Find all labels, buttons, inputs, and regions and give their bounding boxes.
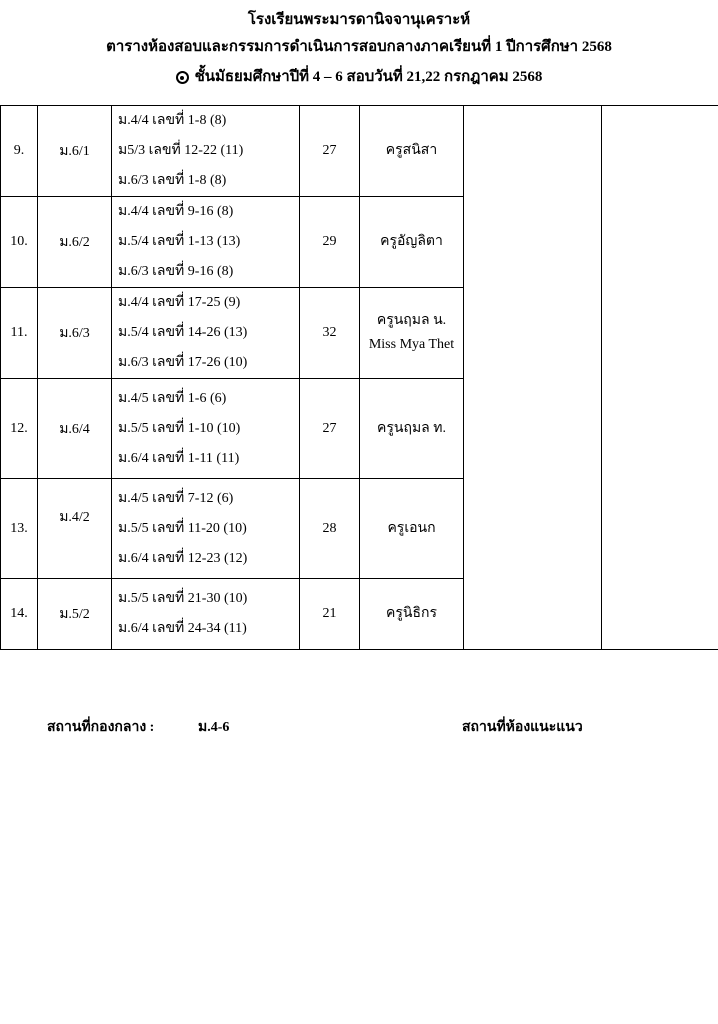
proctor-cell [360, 579, 464, 650]
class-entry: ม.4/4 เลขที่ 1-8 (8) [118, 113, 227, 128]
class-list [112, 106, 300, 197]
class-entry: ม.5/5 เลขที่ 11-20 (10) [118, 520, 247, 536]
proctor-cell [360, 106, 464, 197]
row-number: 12. [1, 379, 38, 479]
exam-room [38, 479, 112, 579]
class-entry: ม.4/4 เลขที่ 9-16 (8) [118, 204, 234, 219]
class-list [112, 197, 300, 288]
exam-room-label: ม.4/2 [59, 509, 90, 525]
class-entry: ม5/3 เลขที่ 12-22 (11) [118, 143, 244, 158]
exam-room-table [0, 105, 718, 650]
class-entry: ม.4/4 เลขที่ 17-25 (9) [118, 295, 241, 310]
blank-column-a [464, 106, 602, 650]
student-count: 28 [300, 479, 360, 579]
blank-column-b [602, 106, 718, 650]
class-list [112, 288, 300, 379]
class-entry: ม.5/5 เลขที่ 1-10 (10) [118, 420, 241, 436]
class-entry: ม.6/4 เลขที่ 1-11 (11) [118, 450, 240, 466]
class-entry: ม.6/4 เลขที่ 24-34 (11) [118, 621, 247, 636]
class-entry: ม.6/3 เลขที่ 17-26 (10) [118, 355, 248, 370]
class-entry: ม.6/3 เลขที่ 1-8 (8) [118, 173, 227, 188]
proctor-name: ครูเอนก [387, 520, 436, 536]
row-number: 13. [1, 479, 38, 579]
proctor-name: ครูสนิสา [385, 143, 438, 158]
proctor-cell [360, 479, 464, 579]
proctor-cell [360, 288, 464, 379]
exam-room: ม.6/2 [38, 197, 112, 288]
student-count: 21 [300, 579, 360, 650]
class-entry: ม.6/3 เลขที่ 9-16 (8) [118, 264, 234, 279]
class-list [112, 379, 300, 479]
school-name: โรงเรียนพระมารดานิจจานุเคราะห์ [247, 12, 471, 28]
class-list [112, 579, 300, 650]
proctor-name: ครูนฤมล น. [376, 313, 447, 328]
student-count: 27 [300, 106, 360, 197]
student-count: 29 [300, 197, 360, 288]
proctor-name: ครูนฤมล ท. [377, 420, 446, 436]
class-list [112, 479, 300, 579]
center-location-value: ม.4-6 [198, 720, 230, 735]
center-location-label: สถานที่กองกลาง : [47, 720, 155, 735]
proctor-name: ครูนิธิกร [386, 606, 437, 621]
student-count: 27 [300, 379, 360, 479]
exam-room: ม.6/1 [38, 106, 112, 197]
class-entry: ม.5/4 เลขที่ 14-26 (13) [118, 325, 248, 340]
schedule-title: ตารางห้องสอบและกรรมการดำเนินการสอบกลางภาคเรียนที่ 1 ปีการศึกษา 2568 [106, 39, 612, 55]
guidance-room-label: สถานที่ห้องแนะแนว [462, 720, 583, 735]
circled-dot-icon [176, 71, 189, 84]
class-entry: ม.4/5 เลขที่ 1-6 (6) [118, 390, 227, 406]
proctor-cell [360, 379, 464, 479]
class-entry: ม.6/4 เลขที่ 12-23 (12) [118, 550, 248, 566]
level-line [0, 67, 718, 88]
row-number: 10. [1, 197, 38, 288]
student-count: 32 [300, 288, 360, 379]
proctor-name: Miss Mya Thet [368, 337, 455, 352]
table-row [1, 106, 718, 197]
row-number: 14. [1, 579, 38, 650]
class-entry: ม.5/4 เลขที่ 1-13 (13) [118, 234, 241, 249]
proctor-cell [360, 197, 464, 288]
proctor-name: ครูอัญลิตา [380, 234, 443, 249]
row-number: 9. [1, 106, 38, 197]
exam-room: ม.6/3 [38, 288, 112, 379]
level-text: ชั้นมัธยมศึกษาปีที่ 4 – 6 สอบวันที่ 21,22 กรกฎาคม 2568 [194, 69, 543, 85]
row-number: 11. [1, 288, 38, 379]
class-entry: ม.4/5 เลขที่ 7-12 (6) [118, 490, 234, 506]
exam-room: ม.6/4 [38, 379, 112, 479]
class-entry: ม.5/5 เลขที่ 21-30 (10) [118, 591, 248, 606]
exam-room: ม.5/2 [38, 579, 112, 650]
